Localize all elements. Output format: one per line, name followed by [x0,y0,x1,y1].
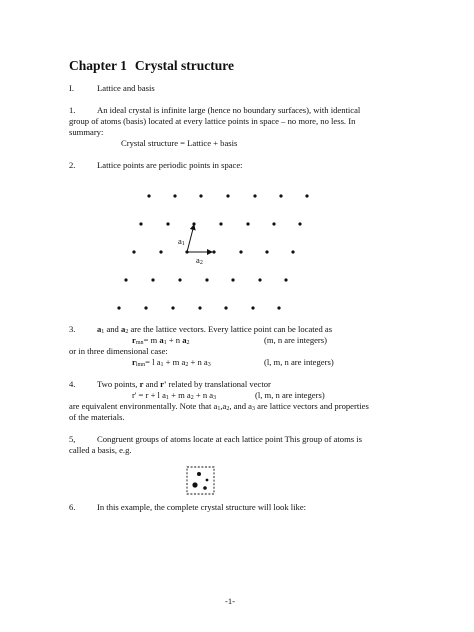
lattice-point [198,306,201,309]
lattice-point [246,222,249,225]
item-number: 6. [69,502,76,512]
paragraph-line: are equivalent environmentally. Note that $a_1,a_2$, and $a_3$ are lattice vectors and properties [69,401,369,412]
basis-box [187,467,214,494]
basis-atom [197,472,201,476]
paragraph-line: Lattice points are periodic points in space: [97,160,243,170]
equation: $r_{lmn}= l$ $a_1 + m$ $a_2 + n$ $a_3$ [132,357,211,368]
paragraph-line: In this example, the complete crystal structure will look like: [97,502,307,512]
item-number: 2. [69,160,76,170]
equation-note: (l, m, n are integers) [264,357,334,367]
lattice-point [224,306,227,309]
chapter-number: Chapter 1 [69,58,127,73]
paragraph-line: Two points, r and r' related by translational vector [97,379,271,389]
basis-atom [203,486,207,490]
item-number: 5, [69,434,76,444]
equation: Crystal structure = Lattice + basis [121,138,238,148]
paragraph-line: of the materials. [69,412,125,422]
lattice-point [151,278,154,281]
lattice-point [291,250,294,253]
item-number: 1. [69,105,76,115]
paragraph-line: or in three dimensional case: [69,346,168,356]
lattice-point [173,194,176,197]
paragraph-line: An ideal crystal is infinite large (hence no boundary surfaces), with identical [97,105,361,115]
lattice-point [284,278,287,281]
chapter-name: Crystal structure [134,58,234,73]
basis-atom [192,482,197,487]
lattice-point [219,222,222,225]
lattice-point [212,250,215,253]
lattice-point [147,194,150,197]
page-number: -1- [225,596,236,606]
equation: $r_{mn}= m$ $a_1 + n$ $a_2$ [132,335,190,346]
equation: r' = r + l $a_1 + m$ $a_2 + n$ $a_3$ [132,390,217,401]
equation-note: (m, n are integers) [264,335,327,345]
paragraph-line: summary: [69,127,104,137]
vector-a1-label: $a_1$ [178,236,185,247]
lattice-point [226,194,229,197]
lattice-point [279,194,282,197]
lattice-point [272,222,275,225]
lattice-point [144,306,147,309]
item-number: 4. [69,379,76,389]
lattice-point [277,306,280,309]
lattice-point [178,278,181,281]
lattice-point [159,250,162,253]
paragraph-line: called a basis, e.g. [69,445,132,455]
lattice-point [265,250,268,253]
lattice-point [258,278,261,281]
lattice-points [117,194,308,309]
lattice-point [199,194,202,197]
lattice-point [166,222,169,225]
lattice-point [205,278,208,281]
section-number: I. [69,83,75,93]
lattice-point [253,194,256,197]
vector-a2-label: $a_2$ [196,255,203,266]
lattice-point [139,222,142,225]
lattice-point [124,278,127,281]
lattice-point [298,222,301,225]
paragraph-line: $a_1$ and $a_2$ are the lattice vectors. Every lattice point can be located as [97,324,333,335]
lattice-point [251,306,254,309]
lattice-point [239,250,242,253]
equation-note: (l, m, n are integers) [255,390,325,400]
vector-a1-arrow [187,225,194,252]
paragraph-line: group of atoms (basis) located at every lattice points in space – no more, no less. In [69,116,356,126]
lattice-point [231,278,234,281]
lattice-point [171,306,174,309]
basis-atom [206,479,209,482]
paragraph-line: Congruent groups of atoms locate at each lattice point This group of atoms is [97,434,362,444]
lattice-point [117,306,120,309]
lattice-point [132,250,135,253]
lattice-point [305,194,308,197]
section-heading: Lattice and basis [97,83,155,93]
item-number: 3. [69,324,76,334]
